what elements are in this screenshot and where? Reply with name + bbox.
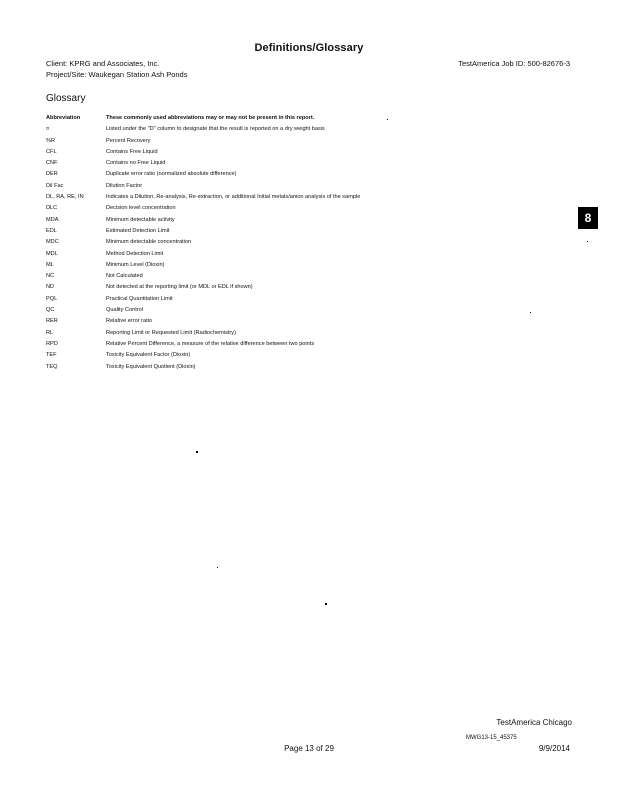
glossary-meaning: Duplicate error ratio (normalized absolute difference) [106, 171, 237, 178]
scan-speck [196, 451, 198, 453]
column-header-note: These commonly used abbreviations may or may not be present in this report. [106, 115, 315, 121]
scan-speck [325, 603, 327, 605]
glossary-meaning: Toxicity Equivalent Quotient (Dioxin) [106, 363, 196, 370]
glossary-meaning: Indicates a Dilution, Re-analysis, Re-extraction, or additional Initial metals/anion analysis of the sample [106, 194, 361, 201]
glossary-abbreviation: TEF [46, 352, 57, 359]
glossary-abbreviation: MDL [46, 250, 58, 257]
client-line: Client: KPRG and Associates, Inc. [46, 59, 160, 68]
page-title: Definitions/Glossary [254, 42, 364, 54]
scan-speck [587, 241, 588, 242]
glossary-abbreviation: RER [46, 318, 58, 325]
glossary-meaning: Practical Quantitation Limit [106, 295, 173, 302]
glossary-abbreviation: ¤ [46, 126, 50, 133]
glossary-row [46, 362, 546, 373]
glossary-abbreviation: CFL [46, 148, 57, 155]
glossary-row [46, 215, 546, 226]
glossary-row [46, 136, 546, 147]
glossary-meaning: Minimum detectable concentration [106, 239, 192, 246]
glossary-abbreviation: RL [46, 329, 54, 336]
glossary-abbreviation: PQL [46, 295, 58, 302]
glossary-meaning: Listed under the "D" column to designate that the result is reported on a dry weight basis [106, 126, 325, 133]
glossary-meaning: Not detected at the reporting limit (or MDL or EDL if shown) [106, 284, 253, 291]
glossary-meaning: Contains Free Liquid [106, 148, 158, 155]
glossary-abbreviation: Dil Fac [46, 182, 64, 189]
glossary-meaning: Relative Percent Difference, a measure of the relative difference between two points [106, 340, 315, 347]
glossary-heading: Glossary [46, 93, 86, 104]
glossary-meaning: Dilution Factor [106, 182, 143, 189]
glossary-row [46, 158, 546, 169]
glossary-row [46, 203, 546, 214]
glossary-meaning: Minimum detectable activity [106, 216, 175, 223]
glossary-row [46, 169, 546, 180]
glossary-row [46, 192, 546, 203]
glossary-row [46, 147, 546, 158]
glossary-row [46, 350, 546, 361]
scan-speck [387, 119, 388, 120]
glossary-meaning: Toxicity Equivalent Factor (Dioxin) [106, 352, 191, 359]
glossary-abbreviation: DL, RA, RE, IN [46, 194, 84, 201]
footer-date: 9/9/2014 [538, 744, 570, 753]
glossary-abbreviation: ND [46, 284, 55, 291]
glossary-meaning: Percent Recovery [106, 137, 151, 144]
glossary-abbreviation: DLC [46, 205, 58, 212]
glossary-meaning: Quality Control [106, 307, 143, 314]
glossary-meaning: Method Detection Limit [106, 250, 164, 257]
glossary-abbreviation: EDL [46, 227, 57, 234]
glossary-abbreviation: QC [46, 307, 55, 314]
glossary-row [46, 124, 546, 135]
glossary-meaning: Minimum Level (Dioxin) [106, 261, 165, 268]
scan-speck [217, 567, 218, 568]
glossary-row [46, 271, 546, 282]
job-id-line: TestAmerica Job ID: 500-82676-3 [458, 59, 570, 68]
glossary-abbreviation: MDA [46, 216, 59, 223]
footer-lab-name: TestAmerica Chicago [496, 718, 572, 727]
glossary-abbreviation: MDC [46, 239, 59, 246]
glossary-row [46, 249, 546, 260]
scan-speck [530, 312, 531, 313]
glossary-row [46, 181, 546, 192]
glossary-abbreviation: %R [46, 137, 56, 144]
glossary-row [46, 226, 546, 237]
glossary-row [46, 282, 546, 293]
glossary-meaning: Decision level concentration [106, 205, 176, 212]
glossary-abbreviation: ML [46, 261, 54, 268]
footer-page-number: Page 13 of 29 [284, 744, 334, 753]
glossary-abbreviation: DER [46, 171, 58, 178]
glossary-row [46, 328, 546, 339]
glossary-abbreviation: CNF [46, 160, 58, 167]
glossary-abbreviation: NC [46, 273, 55, 280]
glossary-meaning: Reporting Limit or Requested Limit (Radiochemistry) [106, 329, 236, 336]
project-line: Project/Site: Waukegan Station Ash Ponds [46, 70, 188, 79]
glossary-meaning: Relative error ratio [106, 318, 153, 325]
glossary-row [46, 316, 546, 327]
glossary-meaning: Estimated Detection Limit [106, 227, 170, 234]
glossary-table [46, 113, 546, 373]
glossary-row [46, 294, 546, 305]
glossary-abbreviation: TEQ [46, 363, 58, 370]
glossary-meaning: Contains no Free Liquid [106, 160, 166, 167]
section-tab-marker: 8 [578, 207, 598, 229]
column-header-abbreviation: Abbreviation [46, 115, 81, 121]
footer-document-id: MWG13-15_45375 [466, 735, 517, 741]
glossary-abbreviation: RPD [46, 340, 58, 347]
glossary-header-row [46, 113, 546, 124]
glossary-row [46, 237, 546, 248]
glossary-row [46, 305, 546, 316]
glossary-row [46, 260, 546, 271]
glossary-meaning: Not Calculated [106, 273, 143, 280]
glossary-row [46, 339, 546, 350]
